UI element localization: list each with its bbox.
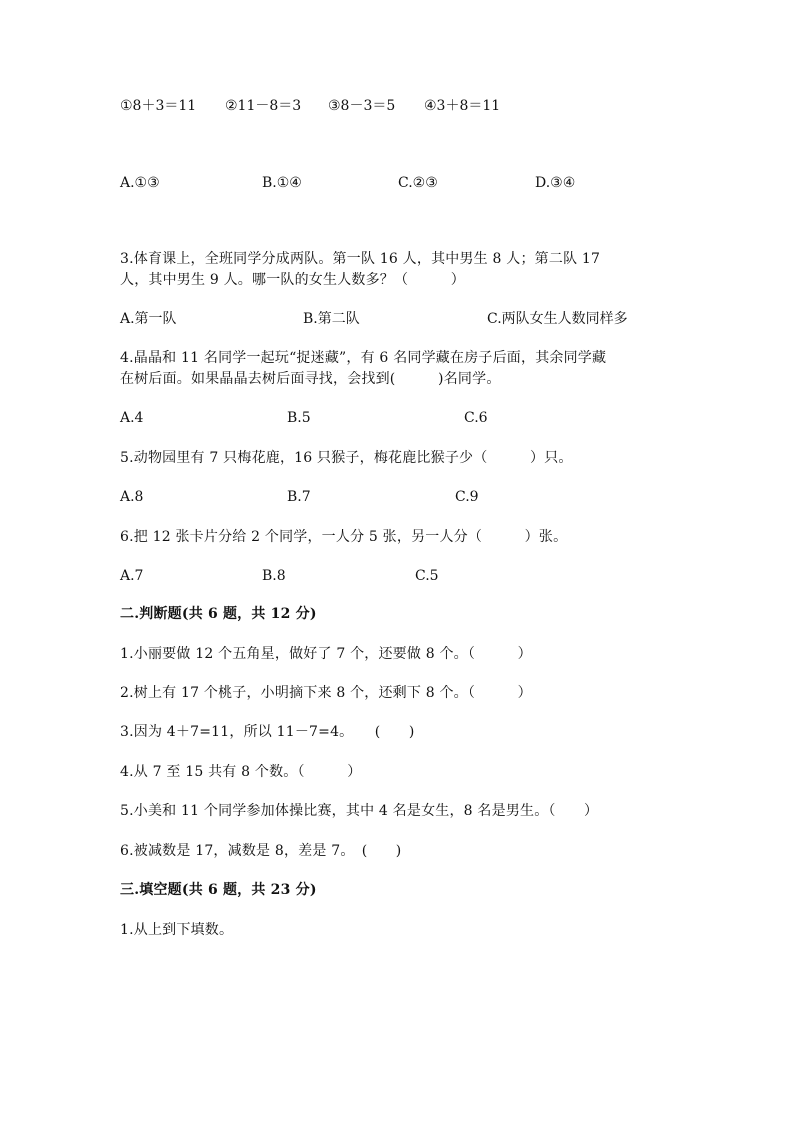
statement-2: ②11－8＝3	[225, 98, 302, 114]
option-b[interactable]: B.5	[287, 410, 311, 426]
judge-item-3: 3.因为 4＋7=11，所以 11－7=4。 ( )	[120, 724, 415, 740]
judge-item-4: 4.从 7 至 15 共有 8 个数。（ ）	[120, 764, 362, 780]
section2-title: 二.判断题(共 6 题，共 12 分)	[120, 606, 317, 622]
option-c[interactable]: C.5	[415, 568, 439, 584]
fill-item-1: 1.从上到下填数。	[120, 922, 234, 938]
q3-stem-line1: 3.体育课上，全班同学分成两队。第一队 16 人，其中男生 8 人；第二队 17	[120, 251, 601, 267]
option-c[interactable]: C.②③	[398, 175, 438, 191]
option-b[interactable]: B.①④	[262, 175, 302, 191]
option-a[interactable]: A.8	[120, 489, 144, 505]
option-a[interactable]: A.①③	[120, 175, 160, 191]
judge-item-1: 1.小丽要做 12 个五角星，做好了 7 个，还要做 8 个。（ ）	[120, 646, 532, 662]
option-c[interactable]: C.6	[464, 410, 488, 426]
option-c[interactable]: C.两队女生人数同样多	[487, 311, 628, 327]
option-b[interactable]: B.7	[287, 489, 311, 505]
option-d[interactable]: D.③④	[535, 175, 576, 191]
q6-stem: 6.把 12 张卡片分给 2 个同学，一人分 5 张，另一人分（ ）张。	[120, 529, 568, 545]
judge-item-6: 6.被减数是 17，减数是 8，差是 7。 ( )	[120, 843, 402, 859]
q3-stem-line2: 人，其中男生 9 人。哪一队的女生人数多？（ ）	[120, 272, 466, 288]
statement-4: ④3＋8＝11	[424, 98, 501, 114]
option-a[interactable]: A.第一队	[120, 311, 177, 327]
option-a[interactable]: A.4	[120, 410, 144, 426]
option-b[interactable]: B.第二队	[303, 311, 360, 327]
option-a[interactable]: A.7	[120, 568, 144, 584]
judge-item-2: 2.树上有 17 个桃子，小明摘下来 8 个，还剩下 8 个。（ ）	[120, 685, 532, 701]
q4-stem-line1: 4.晶晶和 11 名同学一起玩“捉迷藏”，有 6 名同学藏在房子后面，其余同学藏	[120, 350, 607, 366]
statement-1: ①8＋3＝11	[120, 98, 197, 114]
option-c[interactable]: C.9	[455, 489, 479, 505]
option-b[interactable]: B.8	[262, 568, 286, 584]
judge-item-5: 5.小美和 11 个同学参加体操比赛，其中 4 名是女生，8 名是男生。（ ）	[120, 803, 599, 819]
q5-stem: 5.动物园里有 7 只梅花鹿，16 只猴子，梅花鹿比猴子少（ ）只。	[120, 450, 573, 466]
section3-title: 三.填空题(共 6 题，共 23 分)	[120, 882, 317, 898]
q4-stem-line2: 在树后面。如果晶晶去树后面寻找，会找到( )名同学。	[120, 371, 501, 387]
statement-3: ③8－3＝5	[328, 98, 396, 114]
